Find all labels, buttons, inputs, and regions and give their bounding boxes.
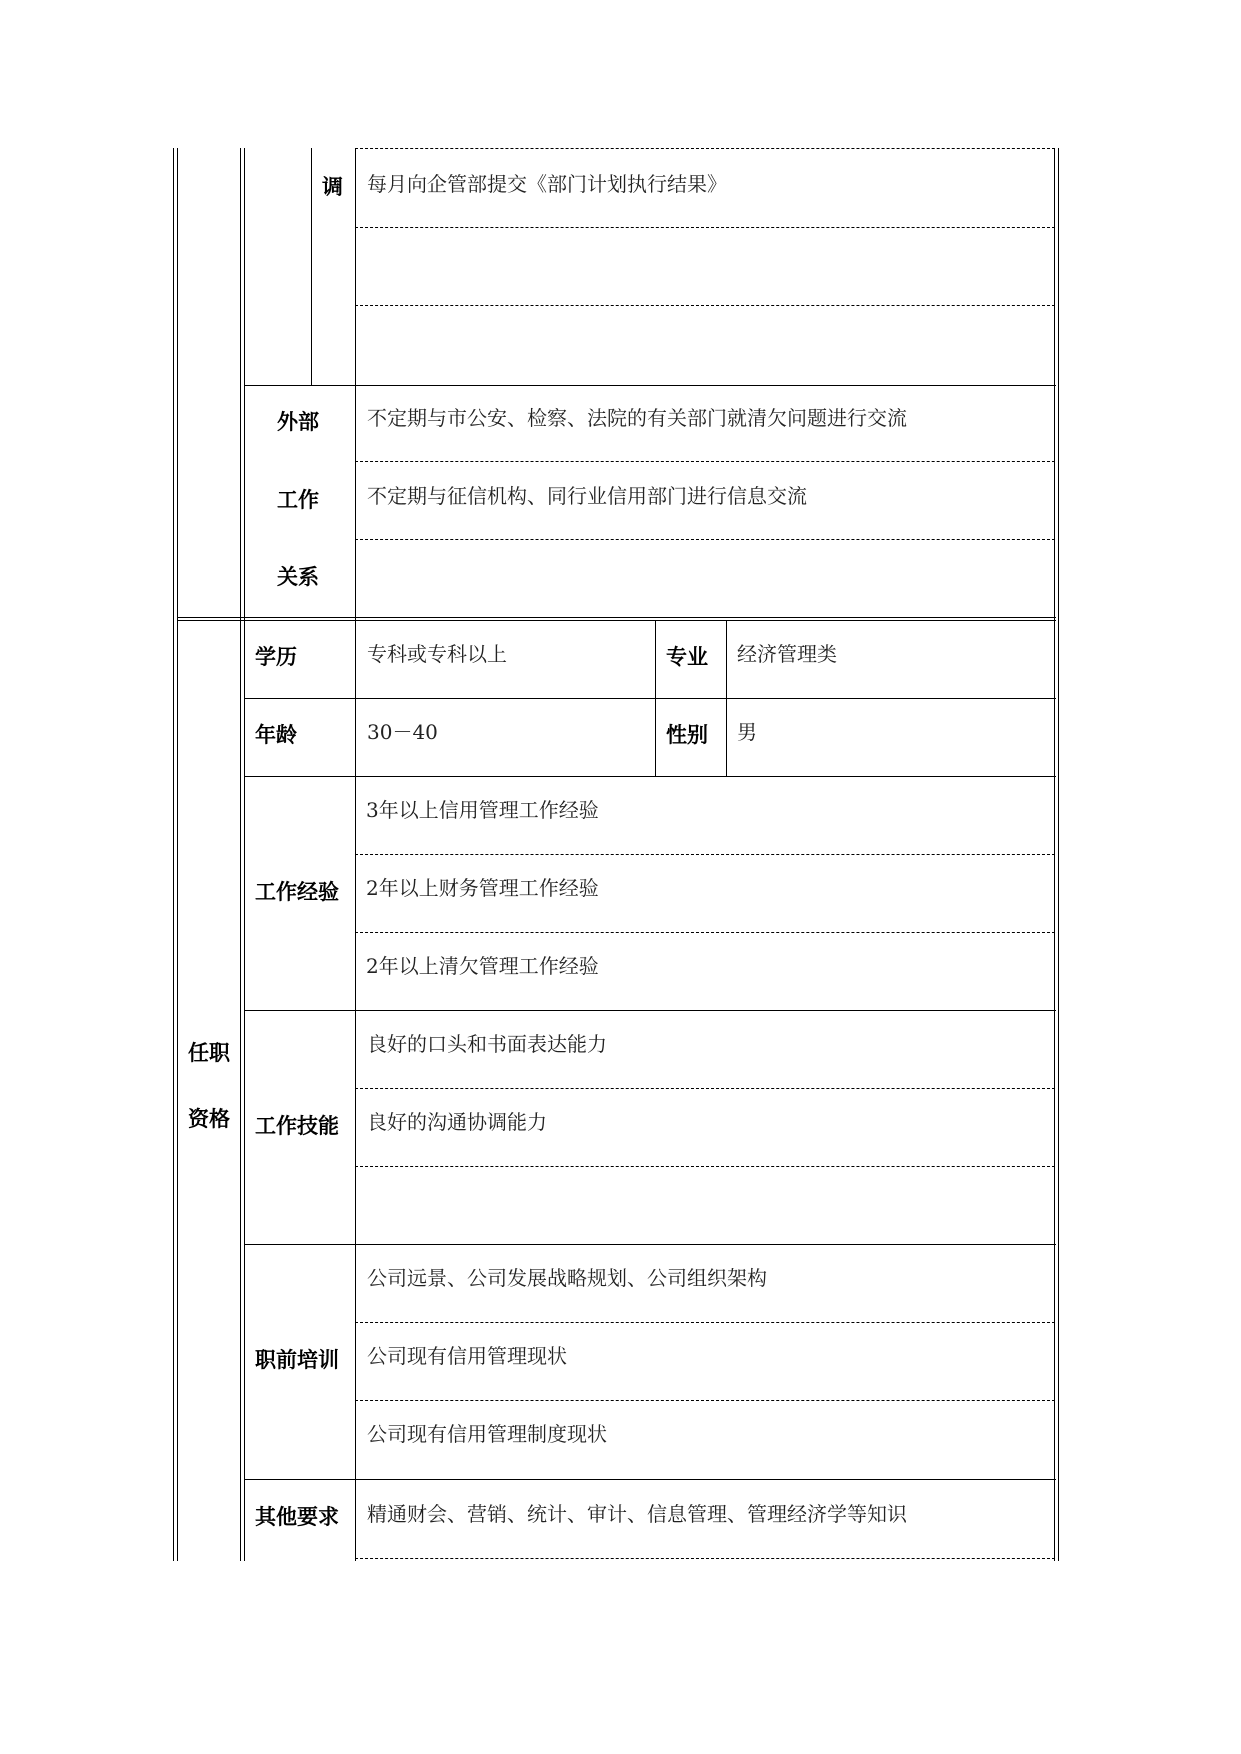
skills-row: 良好的口头和书面表达能力: [367, 1032, 607, 1056]
external-row: 不定期与征信机构、同行业信用部门进行信息交流: [367, 484, 807, 508]
table-border-left-outer: [173, 148, 174, 1561]
row-divider: [244, 385, 1056, 386]
training-row: 公司现有信用管理制度现状: [367, 1422, 607, 1446]
other-requirements-label: 其他要求: [255, 1505, 339, 1529]
training-label: 职前培训: [255, 1348, 339, 1372]
skills-row: 良好的沟通协调能力: [367, 1110, 547, 1134]
row-divider: [244, 1244, 1056, 1245]
education-value: 专科或专科以上: [367, 642, 507, 666]
major-value: 经济管理类: [737, 642, 837, 666]
section-divider: [177, 617, 1056, 618]
dashed-row-divider: [355, 305, 1055, 306]
external-row: 不定期与市公安、检察、法院的有关部门就清欠问题进行交流: [367, 406, 907, 430]
external-label-line: 外部: [277, 410, 319, 434]
dashed-bottom-border: [355, 1558, 1055, 1559]
row-divider: [244, 1479, 1056, 1480]
external-label-line: 工作: [277, 488, 319, 512]
gender-label: 性别: [666, 723, 708, 747]
dashed-row-divider: [355, 461, 1055, 462]
dashed-top-border: [355, 148, 1055, 149]
section-divider: [177, 620, 1056, 621]
experience-row: 2年以上财务管理工作经验: [366, 876, 599, 900]
major-label: 专业: [666, 645, 708, 669]
skills-label: 工作技能: [255, 1114, 339, 1138]
dashed-row-divider: [355, 854, 1055, 855]
experience-label: 工作经验: [255, 880, 339, 904]
row-divider: [244, 1010, 1056, 1011]
gender-value: 男: [737, 720, 757, 744]
qualifications-label-line: 资格: [188, 1107, 230, 1131]
dashed-row-divider: [355, 1400, 1055, 1401]
dashed-row-divider: [355, 1166, 1055, 1167]
dashed-row-divider: [355, 227, 1055, 228]
experience-row: 3年以上信用管理工作经验: [366, 798, 599, 822]
row-divider: [244, 776, 1056, 777]
dashed-row-divider: [355, 539, 1055, 540]
table-border-right-shadow: [1058, 148, 1059, 1561]
column-divider: [244, 148, 245, 1561]
coordination-row: 每月向企管部提交《部门计划执行结果》: [367, 172, 727, 196]
external-label-line: 关系: [277, 565, 319, 589]
column-divider: [240, 148, 241, 1561]
row-divider: [244, 698, 1056, 699]
training-row: 公司现有信用管理现状: [367, 1344, 567, 1368]
coordination-label: 调: [322, 175, 343, 199]
other-requirements-row: 精通财会、营销、统计、审计、信息管理、管理经济学等知识: [367, 1502, 907, 1526]
education-label: 学历: [255, 645, 297, 669]
column-divider: [311, 148, 312, 385]
dashed-row-divider: [355, 1322, 1055, 1323]
table-border-left-inner: [177, 148, 178, 1561]
experience-row: 2年以上清欠管理工作经验: [366, 954, 599, 978]
dashed-row-divider: [355, 1088, 1055, 1089]
training-row: 公司远景、公司发展战略规划、公司组织架构: [367, 1266, 767, 1290]
qualifications-label-line: 任职: [188, 1041, 230, 1065]
dashed-row-divider: [355, 932, 1055, 933]
age-value: 30－40: [367, 720, 438, 744]
age-label: 年龄: [255, 723, 297, 747]
